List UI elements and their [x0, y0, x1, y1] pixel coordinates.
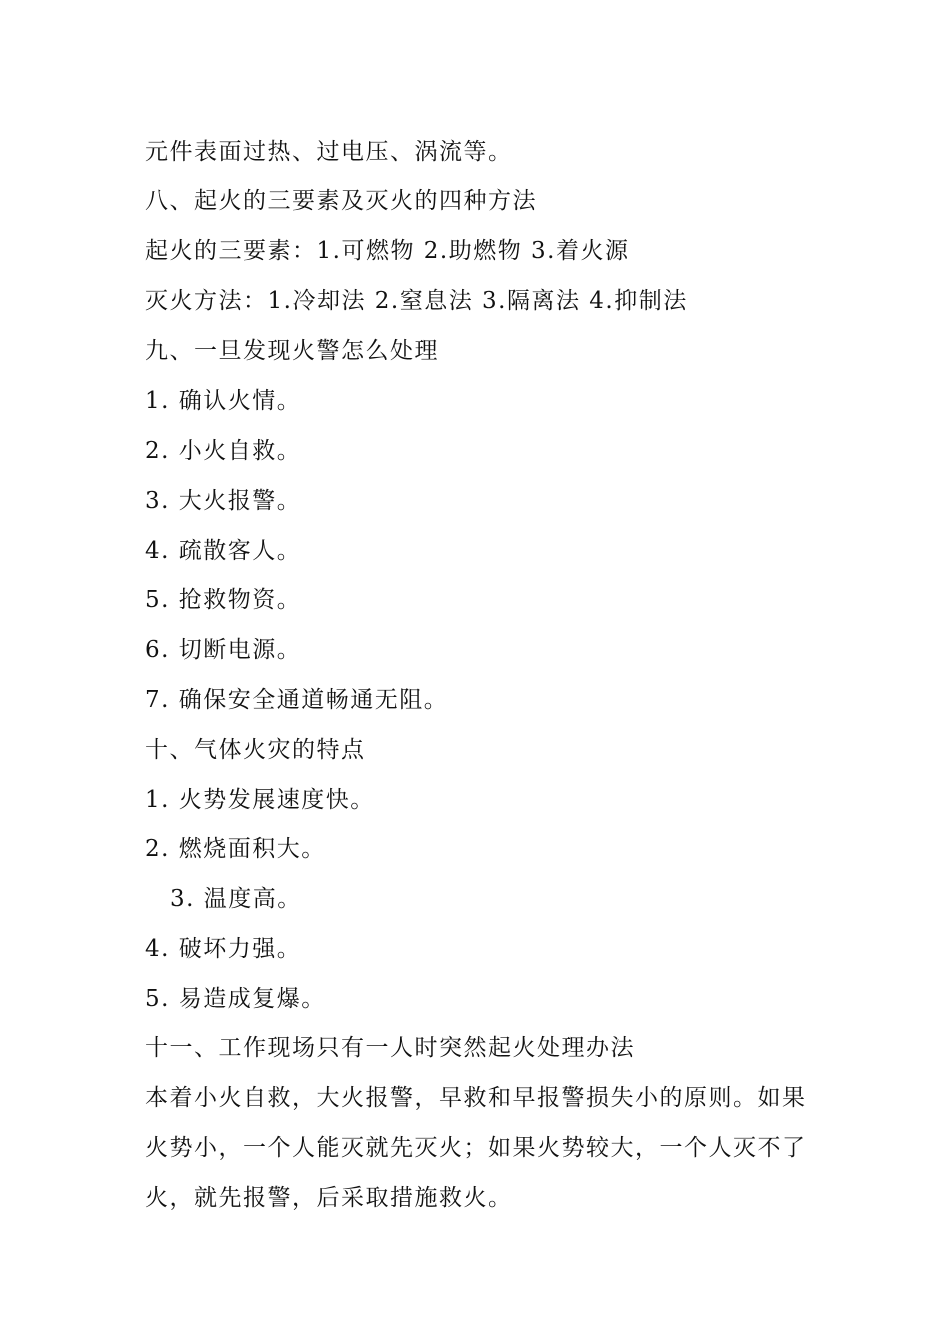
section-heading: 十、气体火灾的特点	[145, 737, 366, 763]
list-item: 3. 温度高。	[170, 886, 302, 912]
text-line: 灭火方法：1.冷却法 2.窒息法 3.隔离法 4.抑制法	[145, 288, 688, 314]
text-line: 元件表面过热、过电压、涡流等。	[145, 139, 513, 165]
list-item: 5. 抢救物资。	[145, 587, 302, 613]
list-item: 7. 确保安全通道畅通无阻。	[145, 687, 449, 713]
list-item: 2. 燃烧面积大。	[145, 836, 326, 862]
list-item: 4. 破坏力强。	[145, 936, 302, 962]
list-item: 6. 切断电源。	[145, 637, 302, 663]
paragraph-line: 火势小，一个人能灭就先灭火；如果火势较大，一个人灭不了	[145, 1135, 807, 1161]
list-item: 1. 火势发展速度快。	[145, 787, 375, 813]
section-heading: 八、起火的三要素及灭火的四种方法	[145, 188, 537, 214]
list-item: 3. 大火报警。	[145, 488, 302, 514]
list-item: 2. 小火自救。	[145, 438, 302, 464]
list-item: 5. 易造成复爆。	[145, 986, 326, 1012]
section-heading: 十一、工作现场只有一人时突然起火处理办法	[145, 1035, 635, 1061]
text-line: 起火的三要素：1.可燃物 2.助燃物 3.着火源	[145, 238, 630, 264]
paragraph-line: 火，就先报警，后采取措施救火。	[145, 1185, 513, 1211]
list-item: 1. 确认火情。	[145, 388, 302, 414]
paragraph-line: 本着小火自救，大火报警，早救和早报警损失小的原则。如果	[145, 1085, 807, 1111]
section-heading: 九、一旦发现火警怎么处理	[145, 338, 439, 364]
list-item: 4. 疏散客人。	[145, 538, 302, 564]
